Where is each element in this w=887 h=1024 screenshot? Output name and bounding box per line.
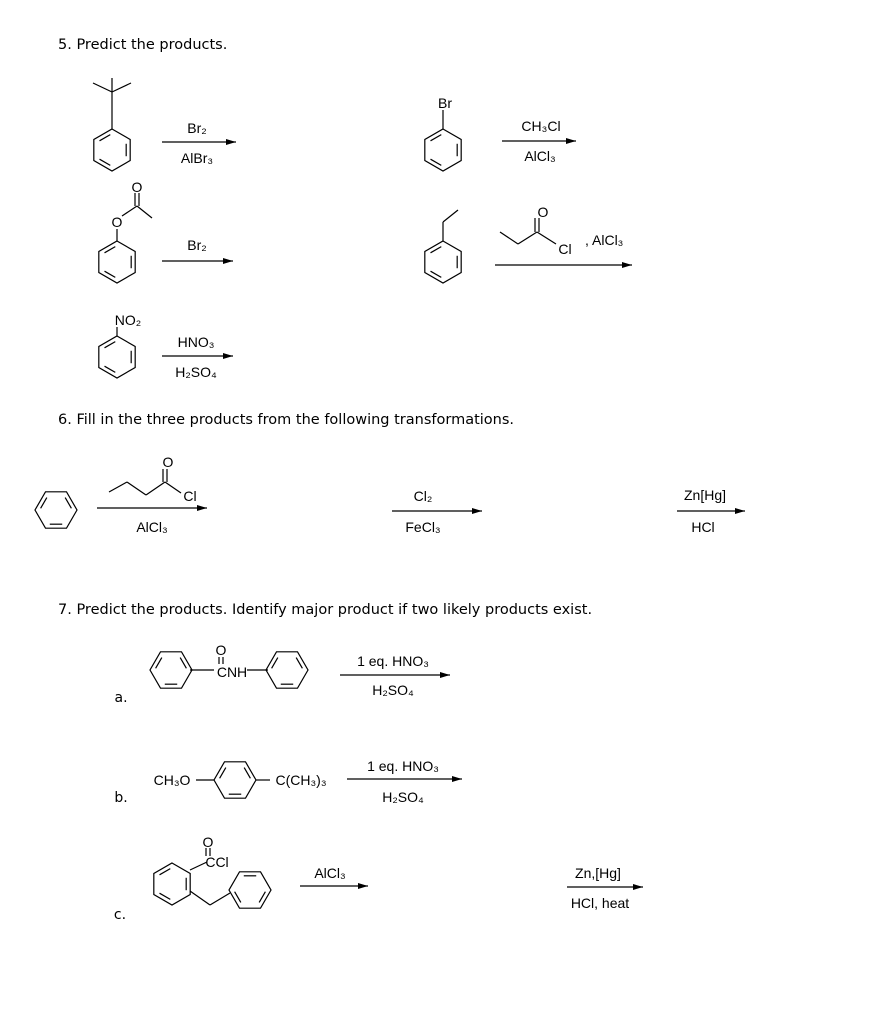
reagent-above: HNO₃: [177, 334, 215, 350]
ethyl-group: [443, 210, 458, 241]
reagent-above: Br₂: [187, 237, 207, 253]
benzene-ring: [99, 336, 135, 378]
reagent-above: Br₂: [187, 120, 207, 136]
reagent-above: CH₃Cl: [521, 118, 561, 134]
reagent-above: Zn,[Hg]: [575, 865, 621, 881]
reagent-below: H₂SO₄: [382, 789, 424, 805]
reagent-above: 1 eq. HNO₃: [367, 758, 439, 774]
reagent-above: AlCl₃: [314, 865, 346, 881]
benzene-ring: [425, 241, 461, 283]
question-6-title: 6. Fill in the three products from the following transformations.: [58, 412, 515, 428]
benzene-ring: [425, 129, 461, 171]
atom-label: CCl: [205, 854, 229, 870]
reagent-above: Zn[Hg]: [683, 487, 727, 503]
part-label: b.: [114, 790, 128, 806]
reagent-below: AlCl₃: [136, 519, 168, 535]
atom-label: NO₂: [114, 312, 142, 328]
tert-butyl-group: [93, 78, 131, 129]
atom-label: O: [215, 642, 227, 658]
reagent-below: H₂SO₄: [372, 682, 414, 698]
reagent-extra: , AlCl₃: [585, 232, 624, 248]
atom-label: O: [131, 179, 143, 195]
atom-label: C(CH₃)₃: [275, 772, 327, 788]
benzene-ring: [99, 241, 135, 283]
benzene-ring: [35, 492, 77, 528]
reagent-below: HCl: [691, 519, 715, 535]
atom-label: CH₃O: [153, 772, 191, 788]
atom-label: Cl: [183, 488, 197, 504]
part-label: a.: [114, 690, 128, 706]
atom-label: O: [202, 834, 214, 850]
benzene-ring: [266, 652, 308, 688]
atom-label: Cl: [558, 241, 572, 257]
question-5-title: 5. Predict the products.: [58, 37, 228, 53]
reagent-above: 1 eq. HNO₃: [357, 653, 429, 669]
reagent-above: Cl₂: [413, 488, 433, 504]
reagent-below: AlCl₃: [524, 148, 556, 164]
atom-label: O: [111, 214, 123, 230]
reagent-below: H₂SO₄: [175, 364, 217, 380]
benzene-ring: [94, 129, 130, 171]
reagent-below: AlBr₃: [180, 150, 214, 166]
atom-label: O: [162, 454, 174, 470]
butanoyl-chloride-q6: [109, 469, 181, 495]
benzene-ring: [154, 863, 190, 905]
benzene-ring: [214, 762, 256, 798]
part-label: c.: [113, 907, 127, 923]
question-7-title: 7. Predict the products. Identify major product if two likely products exist.: [58, 602, 593, 618]
atom-label: Br: [438, 95, 452, 111]
atom-label: CNH: [216, 664, 248, 680]
atom-label: O: [537, 204, 549, 220]
reagent-below: HCl, heat: [570, 895, 630, 911]
benzene-ring: [229, 872, 271, 908]
propanoyl-chloride-q5: [500, 218, 556, 244]
reagent-below: FeCl₃: [405, 519, 441, 535]
benzene-ring: [150, 652, 192, 688]
